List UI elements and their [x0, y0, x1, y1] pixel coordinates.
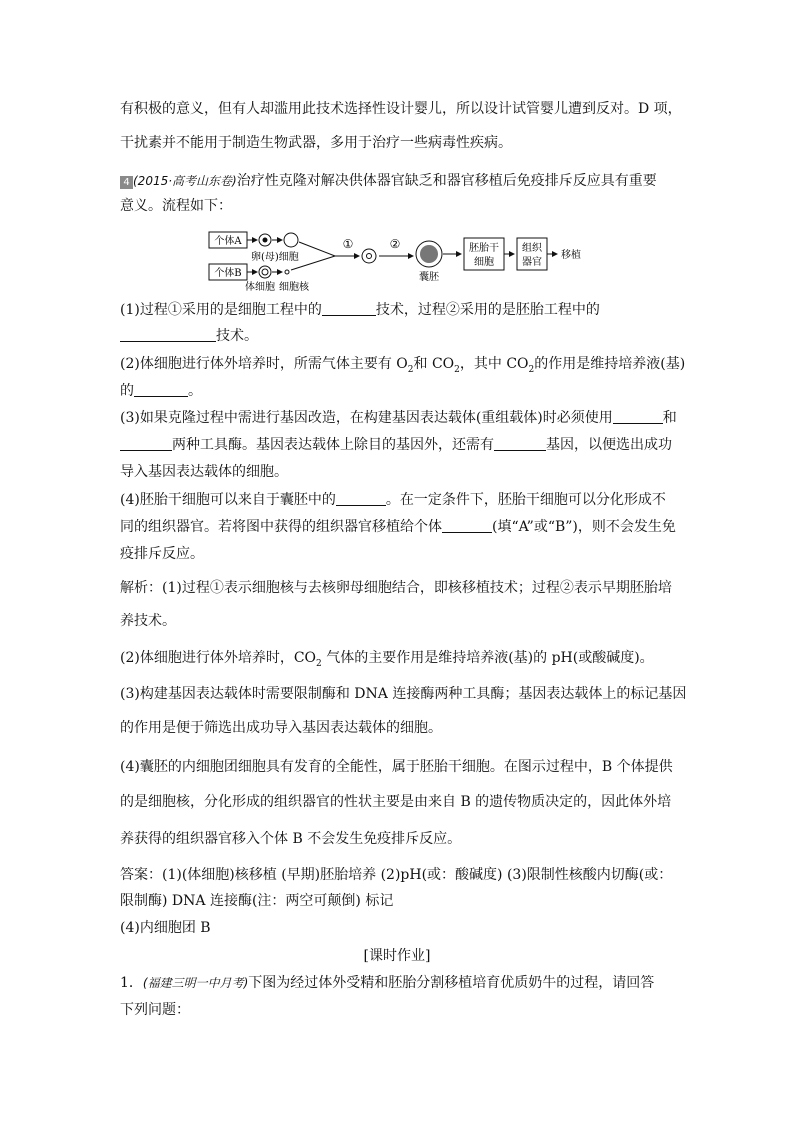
- subq-4-line-2: 同的组织器官。若将图中获得的组织器官移植给个体 (填“A”或“B”)，则不会发生免: [120, 519, 676, 535]
- subq-4-line-1: (4)胚胎干细胞可以来自于囊胚中的 。在一定条件下，胚胎干细胞可以分化形成不: [120, 492, 666, 508]
- subq-3-line-2: 两种工具酶。基因表达载体上除目的基因外，还需有 基因，以便选出成功: [120, 435, 672, 455]
- answer-blank[interactable]: [336, 491, 386, 506]
- organ-label-1: 组织: [522, 243, 542, 254]
- esc-label-2: 细胞: [474, 257, 494, 268]
- section-title: [课时作业]: [363, 948, 431, 964]
- question-number-badge: 4: [120, 176, 133, 189]
- answer-line-2: 限制酶) DNA 连接酶(注：两空可颠倒) 标记: [120, 893, 394, 909]
- answer-line-3: (4)内细胞团 B: [120, 920, 211, 936]
- answer-blank[interactable]: [134, 382, 188, 397]
- answer-blank[interactable]: [322, 301, 376, 316]
- somatic-cell-icon: [259, 266, 271, 278]
- step-1-label: ①: [342, 237, 354, 251]
- answer-blank[interactable]: [442, 518, 492, 533]
- explanation-line-5: 的作用是便于筛选出成功导入基因表达载体的细胞。: [120, 720, 442, 736]
- subq-2-line-2: 的 。: [120, 383, 202, 399]
- transplant-label: 移植: [561, 250, 581, 261]
- subq-4-line-3: 疫排斥反应。: [120, 546, 204, 562]
- answer-blank[interactable]: [494, 436, 546, 451]
- individual-b-label: 个体B: [214, 268, 242, 279]
- explanation-line-3: (2)体细胞进行体外培养时，$CO_2$ 气体的主要作用是维持培养液(基)的 pH(或酸碱度)。: [120, 650, 654, 669]
- question-4-stem: 4 (2015·高考山东卷)治疗性克隆对解决供体器官缺乏和器官移植后免疫排斥反应具有重要: [120, 171, 657, 191]
- esc-label-1: 胚胎干: [469, 243, 499, 254]
- subq-1-line-2: 技术。: [120, 326, 258, 346]
- question-source: (福建三明一中月考): [142, 976, 249, 990]
- organ-label-2: 器官: [522, 257, 542, 268]
- answer-blank[interactable]: [613, 409, 663, 424]
- nucleus-label: 细胞核: [279, 282, 309, 293]
- nucleus-icon: [285, 270, 289, 274]
- question-4-stem-2: 意义。流程如下：: [120, 198, 232, 214]
- blastocyst-label: 囊胚: [419, 272, 439, 283]
- somatic-label: 体细胞: [245, 282, 275, 293]
- answer-blank[interactable]: [120, 436, 172, 451]
- explanation-line-8: 养获得的组织器官移入个体 B 不会发生免疫排斥反应。: [120, 831, 462, 847]
- explanation-line-7: 的是细胞核，分化形成的组织器官的性状主要是由来自 B 的遗传物质决定的，因此体外培: [120, 794, 672, 810]
- cloning-flow-diagram: [205, 226, 605, 296]
- step-2-label: ②: [389, 237, 401, 251]
- subq-3-line-3: 导入基因表达载体的细胞。: [120, 464, 288, 480]
- enucleated-oocyte-icon: [284, 233, 298, 247]
- oocyte-label: 卵(母)细胞: [251, 252, 299, 263]
- question-1-line-1: 1．(福建三明一中月考)下图为经过体外受精和胚胎分割移植培育优质奶牛的过程，请回答: [120, 975, 655, 991]
- subq-1-line-1: (1)过程①采用的是细胞工程中的 技术，过程②采用的是胚胎工程中的: [120, 302, 600, 318]
- individual-a-label: 个体A: [214, 236, 242, 247]
- subq-2-line-1: (2)体细胞进行体外培养时，所需气体主要有 $O_2$和 $CO_2$，其中 $CO_2$的作用是维持培养液(基): [120, 356, 686, 375]
- question-1-line-2: 下列问题：: [120, 1002, 190, 1018]
- para-line-1: 有积极的意义，但有人却滥用此技术选择性设计婴儿，所以设计试管婴儿遭到反对。D 项，: [120, 101, 682, 117]
- explanation-line-6: (4)囊胚的内细胞团细胞具有发育的全能性，属于胚胎干细胞。在图示过程中，B 个体提供: [120, 759, 673, 775]
- answer-blank[interactable]: [120, 327, 216, 342]
- question-source: (2015·高考山东卷): [133, 174, 237, 188]
- subq-3-line-1: (3)如果克隆过程中需进行基因改造，在构建基因表达载体(重组载体)时必须使用 和: [120, 410, 677, 426]
- para-line-2: 干扰素并不能用于制造生物武器，多用于治疗一些病毒性疾病。: [120, 135, 512, 151]
- answer-line-1: 答案：(1)(体细胞)核移植 (早期)胚胎培养 (2)pH(或：酸碱度) (3)限制性核酸内切酶(或：: [120, 867, 673, 883]
- explanation-line-1: 解析：(1)过程①表示细胞核与去核卵母细胞结合，即核移植技术；过程②表示早期胚胎培: [120, 580, 672, 596]
- reconstructed-cell-icon: [362, 249, 376, 263]
- explanation-line-4: (3)构建基因表达载体时需要限制酶和 DNA 连接酶两种工具酶；基因表达载体上的标记基因: [120, 686, 687, 702]
- explanation-line-2: 养技术。: [120, 613, 176, 629]
